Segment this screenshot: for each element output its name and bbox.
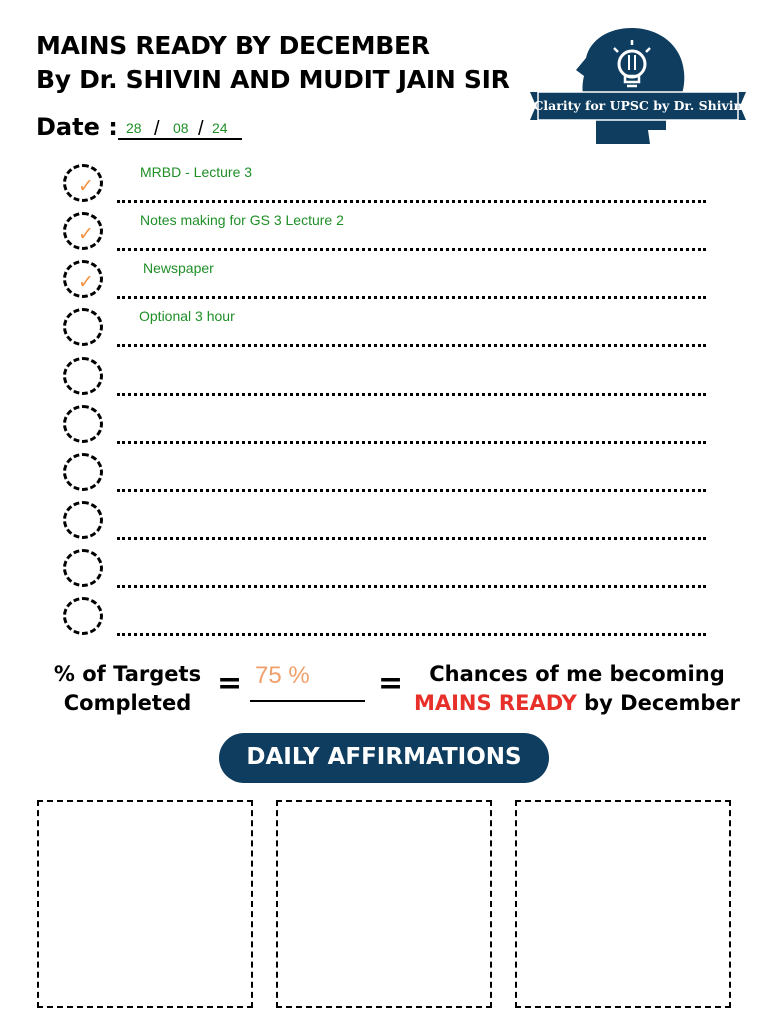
task-checkbox[interactable]	[63, 549, 103, 587]
task-row	[0, 499, 768, 547]
logo-text: Clarity for UPSC by Dr. Shivin	[533, 98, 743, 113]
title-line-2: By Dr. SHIVIN AND MUDIT JAIN SIR	[36, 65, 510, 94]
chances-line-1: Chances of me becoming	[429, 662, 725, 686]
task-checkbox[interactable]	[63, 597, 103, 635]
equals-sign-2: =	[378, 666, 404, 701]
chances-line-2	[412, 689, 742, 718]
date-slash-2: /	[198, 118, 204, 140]
task-dotted-line	[117, 393, 706, 396]
task-dotted-line	[117, 633, 706, 636]
checkmark-icon: ✓	[78, 223, 94, 245]
task-dotted-line	[117, 441, 706, 444]
task-text[interactable]: Optional 3 hour	[139, 308, 235, 324]
task-dotted-line	[117, 585, 706, 588]
affirmation-box-2[interactable]	[276, 800, 492, 1008]
task-row	[0, 162, 768, 210]
task-dotted-line	[117, 296, 706, 299]
daily-affirmations-heading: DAILY AFFIRMATIONS	[219, 733, 549, 783]
task-dotted-line	[117, 344, 706, 347]
targets-label-line-2: Completed	[63, 691, 192, 715]
task-checkbox[interactable]	[63, 501, 103, 539]
task-text[interactable]: Notes making for GS 3 Lecture 2	[140, 212, 344, 228]
task-dotted-line	[117, 248, 706, 251]
percentage-underline	[250, 700, 365, 702]
task-dotted-line	[117, 489, 706, 492]
logo	[528, 26, 748, 150]
affirmation-box-1[interactable]	[37, 800, 253, 1008]
task-dotted-line	[117, 537, 706, 540]
task-row	[0, 547, 768, 595]
date-day[interactable]: 28	[126, 120, 142, 136]
task-checkbox[interactable]	[63, 357, 103, 395]
mains-ready-highlight: MAINS READY	[413, 691, 577, 715]
targets-label-line-1: % of Targets	[53, 662, 202, 686]
task-checkbox[interactable]	[63, 212, 103, 250]
affirmation-box-3[interactable]	[515, 800, 731, 1008]
task-text[interactable]: Newspaper	[143, 260, 214, 276]
chances-label	[412, 660, 742, 718]
task-row	[0, 355, 768, 403]
task-row	[0, 258, 768, 306]
date-underline	[118, 138, 242, 140]
by-december-text: by December	[576, 691, 741, 715]
date-slash-1: /	[154, 118, 160, 140]
checkmark-icon: ✓	[78, 175, 94, 197]
checkmark-icon: ✓	[78, 271, 94, 293]
task-checkbox[interactable]	[63, 405, 103, 443]
targets-completed-label	[40, 660, 215, 718]
task-row	[0, 403, 768, 451]
title-line-1: MAINS READY BY DECEMBER	[36, 31, 430, 60]
task-dotted-line	[117, 200, 706, 203]
date-month[interactable]: 08	[173, 120, 189, 136]
task-row	[0, 451, 768, 499]
date-year[interactable]: 24	[212, 120, 228, 136]
task-checkbox[interactable]	[63, 164, 103, 202]
date-label: Date :	[36, 113, 118, 141]
task-checkbox[interactable]	[63, 260, 103, 298]
task-row	[0, 306, 768, 354]
task-row	[0, 595, 768, 643]
task-checkbox[interactable]	[63, 453, 103, 491]
head-lightbulb-icon	[528, 26, 748, 150]
equals-sign-1: =	[217, 666, 243, 701]
task-checkbox[interactable]	[63, 308, 103, 346]
completion-percentage[interactable]: 75 %	[255, 662, 310, 689]
task-text[interactable]: MRBD - Lecture 3	[140, 164, 253, 180]
task-row	[0, 210, 768, 258]
